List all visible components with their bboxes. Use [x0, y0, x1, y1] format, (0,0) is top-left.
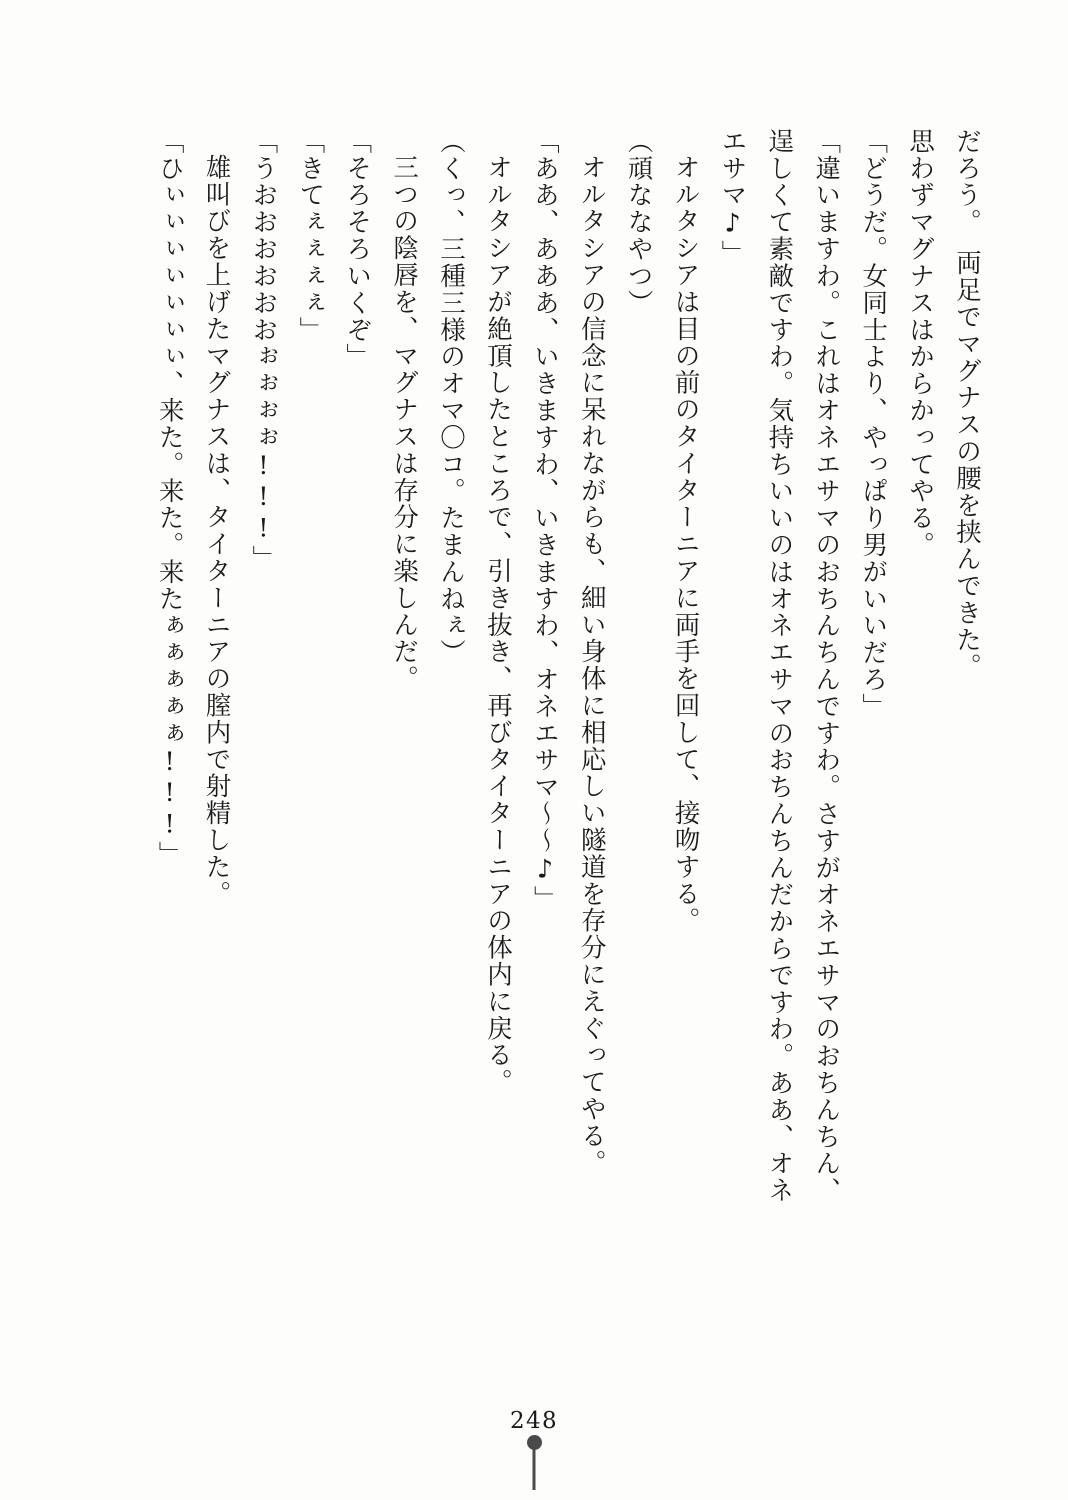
text-line: オルタシアが絶頂したところで、引き抜き、再びタイターニアの体内に戻る。	[482, 153, 513, 1096]
text-line: 思わずマグナスはからかってやる。	[905, 128, 936, 559]
page-number: 248	[509, 1408, 559, 1434]
text-line: 逞しくて素敵ですわ。気持ちいいのはオネエサマのおちんちんだからですわ。ああ、オネ	[764, 128, 795, 1205]
text-line: 「違いますわ。これはオネエサマのおちんちんですわ。さすがオネエサマのおちんちん、	[811, 128, 842, 1205]
text-line: 「どうだ。女同士より、やっぱり男がいいだろ」	[858, 128, 889, 720]
text-line: （頑ななやつ）	[623, 128, 654, 317]
text-line: オルタシアは目の前のタイターニアに両手を回して、接吻する。	[670, 153, 701, 934]
text-line: 雄叫びを上げたマグナスは、タイターニアの膣内で射精した。	[201, 153, 232, 907]
text-line: エサマ♪」	[717, 128, 748, 268]
text-line: 「ひぃぃぃぃぃぃぃ、来た。来た。来たぁぁぁぁぁ!!!」	[154, 128, 185, 868]
text-line: 「きてぇぇぇぇ」	[295, 128, 326, 344]
text-line: だろう。 両足でマグナスの腰を挟んできた。	[952, 128, 982, 681]
novel-body-text	[120, 128, 990, 1308]
text-line: オルタシアの信念に呆れながらも、細い身体に相応しい隧道を存分にえぐってやる。	[576, 153, 607, 1176]
text-line: 「そろそろいくぞ」	[342, 128, 373, 371]
text-line: 三つの陰唇を、マグナスは存分に楽しんだ。	[389, 153, 420, 692]
footer-ornament-icon	[533, 1448, 536, 1490]
text-line: 「うおおおおおおぉぉぉぉ!!!」	[248, 128, 279, 572]
text-line: （くっ、三種三様のオマ〇コ。たまんねぇ）	[436, 128, 467, 667]
text-line: 「ああ、あああ、いきますわ、いきますわ、オネエサマ～～♪」	[529, 128, 560, 913]
